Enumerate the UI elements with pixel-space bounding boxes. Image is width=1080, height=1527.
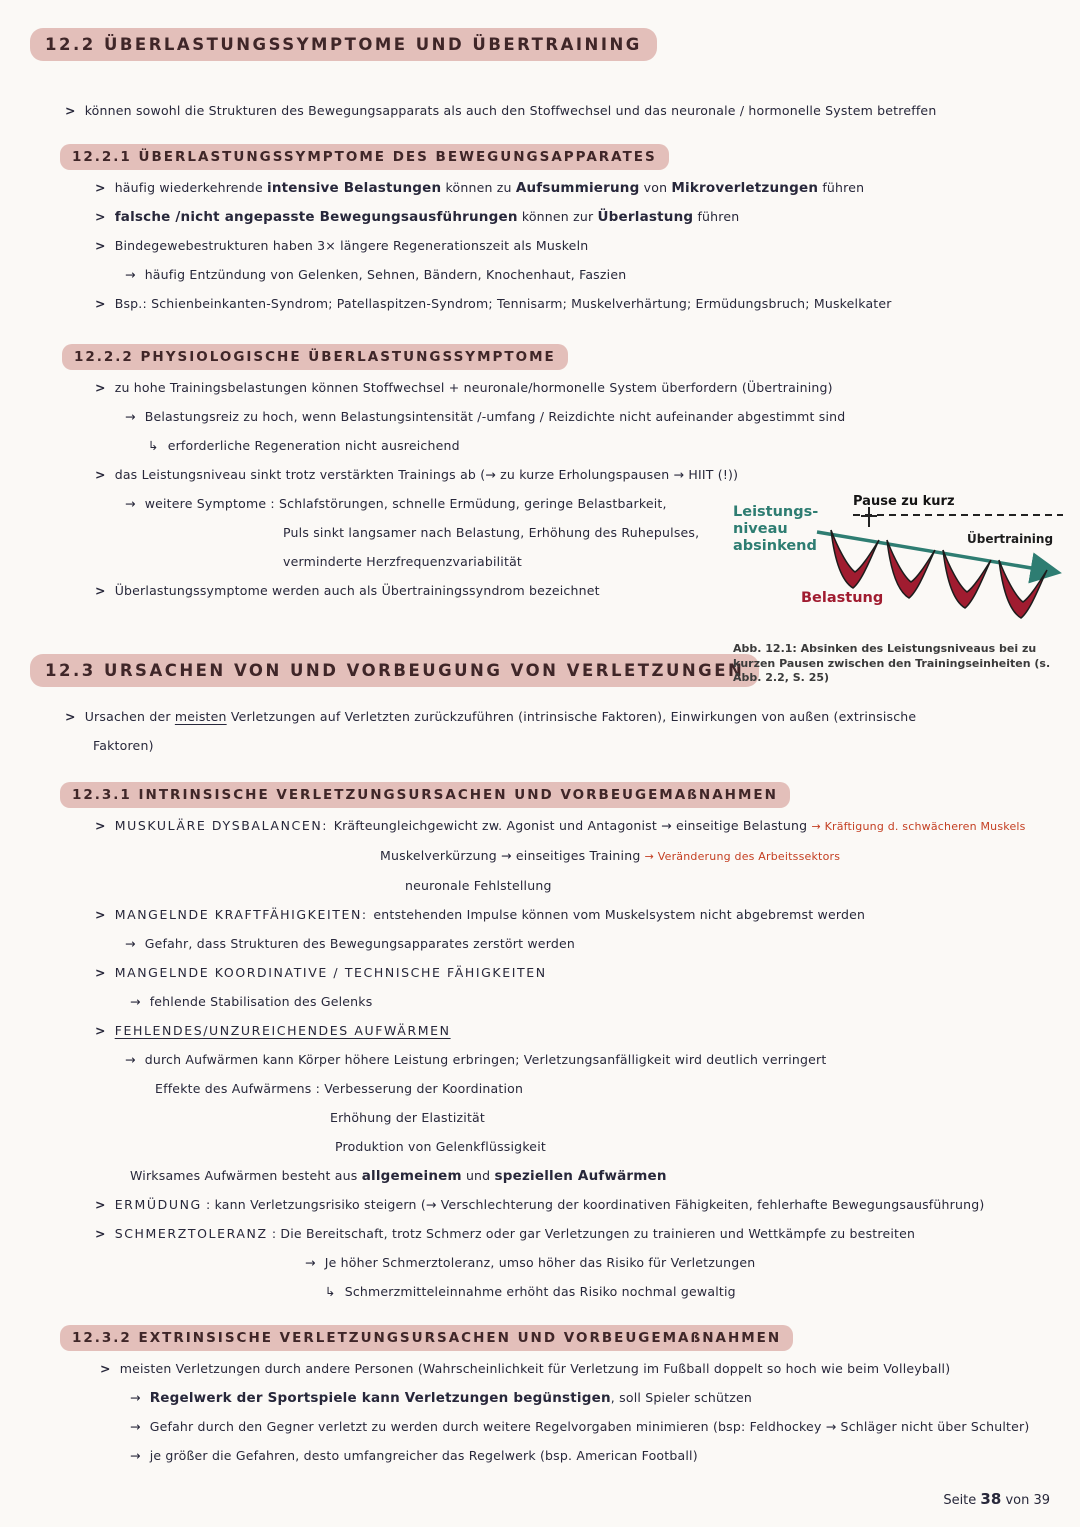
bullet-marker: → [130,994,141,1009]
note-text-segment: können sowohl die Strukturen des Bewegungsapparats als auch den Stoffwechsel und das neuronale / hormonelle System betreffen [84,103,937,118]
note-line [130,1446,1080,1466]
note-text-segment: Ursachen der [84,709,175,724]
note-text-segment: weitere Symptome : Schlafstörungen, schnelle Ermüdung, geringe Belastbarkeit, [144,496,667,511]
note-line [380,846,1080,867]
bullet-marker: > [95,296,106,311]
page-number-prefix: Seite [943,1493,977,1508]
bullet-marker: > [95,583,106,598]
bullet-marker: ↳ [148,438,159,453]
section-heading-highlight: 12.3 URSACHEN VON UND VORBEUGUNG VON VERLETZUNGEN [30,654,759,687]
bullet-marker: → [305,1255,316,1270]
bullet-marker: ↳ [325,1284,336,1299]
figure-caption: Abb. 12.1: Absinken des Leistungsniveaus bei zu kurzen Pausen zwischen den Trainingseinheiten (s. Abb. 2.2, S. 25) [733,642,1051,684]
bullet-marker: → [130,1390,141,1405]
chart-label-line: Leistungs- [733,504,819,520]
note-text-segment: Belastungsreiz zu hoch, wenn Belastungsintensität /-umfang / Reizdichte nicht aufeinander abgestimmt sind [144,409,846,424]
note-text-segment: Gefahr, dass Strukturen des Bewegungsapparates zerstört werden [144,936,575,951]
note-text-segment: MUSKULÄRE DYSBALANCEN: [114,818,334,833]
overtraining-chart [733,494,1067,636]
bullet-marker: > [95,1197,106,1212]
chart-label-line: absinkend [733,538,817,554]
note-text-segment: Mikroverletzungen [671,180,819,196]
note-text-segment: falsche /nicht angepasste Bewegungsausführungen [114,209,518,225]
note-text-segment: führen [818,180,865,195]
note-text-segment: Bindegewebestrukturen haben 3× längere Regenerationszeit als Muskeln [114,238,589,253]
note-text-segment: Produktion von Gelenkflüssigkeit [335,1139,546,1154]
note-line [95,905,1080,925]
bullet-marker: > [95,180,106,195]
note-line [325,1282,1080,1302]
bullet-marker: → [125,496,136,511]
note-text-segment: das Leistungsniveau sinkt trotz verstärkten Trainings ab (→ zu kurze Erholungspausen → HIIT (!)) [114,467,739,482]
note-text-segment: Aufsummierung [515,180,640,196]
bullet-marker: → [130,1419,141,1434]
note-text-segment: speziellen Aufwärmen [494,1168,667,1184]
note-line [125,407,1080,427]
note-line [95,378,1080,398]
note-text-segment: Muskelverkürzung → einseitiges Training [380,848,645,863]
note-text-segment: und [461,1168,495,1183]
note-text-segment: häufig Entzündung von Gelenken, Sehnen, Bändern, Knochenhaut, Faszien [144,267,627,282]
note-line [95,294,1080,314]
note-line [125,1050,1080,1070]
declining-performance-waves-graphic [733,506,1067,634]
bullet-marker: → [130,1448,141,1463]
note-text-segment: entstehenden Impulse können vom Muskelsystem nicht abgebremst werden [373,907,866,922]
note-line [130,1166,1080,1186]
note-line [93,736,1080,756]
note-line [130,1388,1080,1408]
note-text-segment: meisten Verletzungen durch andere Personen (Wahrscheinlichkeit für Verletzung im Fußball doppelt so hoch wie beim Volleyball) [119,1361,951,1376]
bullet-marker: > [95,1023,106,1038]
cross-mark-icon [861,507,877,527]
note-text-segment: je größer die Gefahren, desto umfangreicher das Regelwerk (bsp. American Football) [149,1448,698,1463]
page-number [943,1490,1050,1508]
note-text-segment: häufig wiederkehrende [114,180,268,195]
note-line [95,207,1080,227]
note-text-segment: Bsp.: Schienbeinkanten-Syndrom; Patellaspitzen-Syndrom; Tennisarm; Muskelverhärtung; Ermüdungsbruch; Muskelkater [114,296,892,311]
note-text-segment: MANGELNDE KOORDINATIVE / TECHNISCHE FÄHIGKEITEN [114,965,547,980]
chart-label-uebertraining: Übertraining [967,532,1054,546]
note-text-segment: können zu [441,180,516,195]
note-text-segment: neuronale Fehlstellung [405,878,552,893]
note-text-segment: intensive Belastungen [267,180,442,196]
note-text-segment: Verletzungen auf Verletzten zurückzuführen (intrinsische Faktoren), Einwirkungen von außen (extrinsische [226,709,917,724]
note-text-segment: verminderte Herzfrequenzvariabilität [283,554,523,569]
section-heading-highlight: 12.2.1 ÜBERLASTUNGSSYMPTOME DES BEWEGUNGSAPPARATES [60,144,669,170]
bullet-marker: > [95,380,106,395]
notes-content [0,28,1080,1475]
note-line [65,101,1080,121]
bullet-marker: → [125,409,136,424]
note-line [100,1359,1080,1379]
section-heading [60,144,1080,170]
note-line [95,1021,1080,1041]
note-text-segment: SCHMERZTOLERANZ [114,1226,268,1241]
chart-label-line: niveau [733,521,788,537]
section-heading [62,344,1080,370]
note-text-segment: Faktoren) [93,738,154,753]
chart-label-belastung: Belastung [801,590,884,606]
note-text-segment: allgemeinem [361,1168,462,1184]
note-text-segment: erforderliche Regeneration nicht ausreichend [167,438,460,453]
section-heading [60,782,1080,808]
bullet-marker: > [95,818,106,833]
section-heading-highlight: 12.2.2 PHYSIOLOGISCHE ÜBERLASTUNGSSYMPTOME [62,344,568,370]
note-text-segment: Überlastung [597,209,694,225]
note-line [95,963,1080,983]
note-line [305,1253,1080,1273]
note-line [95,236,1080,256]
note-line [155,1079,1080,1099]
note-line [95,816,1080,837]
note-text-segment: , soll Spieler schützen [610,1390,753,1405]
note-text-segment: führen [693,209,740,224]
note-text-segment: Je höher Schmerztoleranz, umso höher das Risiko für Verletzungen [324,1255,756,1270]
page-number-suffix: von 39 [1005,1493,1050,1508]
note-line [335,1137,1080,1157]
bullet-marker: → [125,1052,136,1067]
bullet-marker: > [95,238,106,253]
note-text-segment: Erhöhung der Elastizität [330,1110,486,1125]
note-text-segment: : kann Verletzungsrisiko steigern (→ Verschlechterung der koordinativen Fähigkeiten, fehlerhafte Bewegungsausführung) [201,1197,985,1212]
note-text-segment: zu hohe Trainingsbelastungen können Stoffwechsel + neuronale/hormonelle System überfordern (Übertraining) [114,380,833,395]
section-heading [30,28,1080,61]
note-text-segment: → Veränderung des Arbeitssektors [644,850,841,863]
chart-label-pause-zu-kurz: Pause zu kurz [853,494,955,509]
section-heading-highlight: 12.3.2 EXTRINSISCHE VERLETZUNGSURSACHEN UND VORBEUGEMAßNAHMEN [60,1325,793,1351]
bullet-marker: → [125,936,136,951]
note-text-segment: fehlende Stabilisation des Gelenks [149,994,373,1009]
note-text-segment: ERMÜDUNG [114,1197,202,1212]
note-text-segment: Kräfteungleichgewicht zw. Agonist und Antagonist → einseitige Belastung [333,818,812,833]
note-text-segment: Effekte des Aufwärmens : Verbesserung der Koordination [155,1081,524,1096]
note-line [125,265,1080,285]
note-line [65,707,1080,727]
note-text-segment: Puls sinkt langsamer nach Belastung, Erhöhung des Ruhepulses, [283,525,700,540]
note-line [95,1195,1080,1215]
section-heading [60,1325,1080,1351]
note-text-segment: Überlastungssymptome werden auch als Übertrainingssyndrom bezeichnet [114,583,600,598]
declining-trend-arrow [817,532,1055,572]
note-text-segment: → Kräftigung d. schwächeren Muskels [811,820,1026,833]
note-text-segment: Regelwerk der Sportspiele kann Verletzungen begünstigen [149,1390,611,1406]
bullet-marker: > [100,1361,111,1376]
note-line [95,1224,1080,1244]
section-heading-highlight: 12.3.1 INTRINSISCHE VERLETZUNGSURSACHEN UND VORBEUGEMAßNAHMEN [60,782,790,808]
bullet-marker: > [65,709,76,724]
note-text-segment: Schmerzmitteleinnahme erhöht das Risiko nochmal gewaltig [344,1284,736,1299]
bullet-marker: > [95,965,106,980]
note-text-segment: Wirksames Aufwärmen besteht aus [130,1168,362,1183]
note-line [130,1417,1080,1437]
note-text-segment: : Die Bereitschaft, trotz Schmerz oder gar Verletzungen zu trainieren und Wettkämpfe zu bestreiten [267,1226,916,1241]
note-line [405,876,1080,896]
note-line [95,178,1080,198]
bullet-marker: > [65,103,76,118]
note-text-segment: meisten [174,709,227,724]
note-line [125,934,1080,954]
note-text-segment: MANGELNDE KRAFTFÄHIGKEITEN: [114,907,374,922]
figure-abb-12-1 [733,494,1067,686]
note-text-segment: FEHLENDES/UNZUREICHENDES AUFWÄRMEN [114,1023,451,1038]
note-line [148,436,1080,456]
note-text-segment: von [639,180,672,195]
bullet-marker: > [95,209,106,224]
note-text-segment: Gefahr durch den Gegner verletzt zu werden durch weitere Regelvorgaben minimieren (bsp: Feldhockey → Schläger nicht über Schulter) [149,1419,1030,1434]
page-number-value: 38 [980,1490,1002,1508]
section-heading-highlight: 12.2 ÜBERLASTUNGSSYMPTOME UND ÜBERTRAINING [30,28,657,61]
note-text-segment: durch Aufwärmen kann Körper höhere Leistung erbringen; Verletzungsanfälligkeit wird deutlich verringert [144,1052,827,1067]
note-text-segment: können zur [517,209,598,224]
bullet-marker: > [95,467,106,482]
bullet-marker: → [125,267,136,282]
bullet-marker: > [95,907,106,922]
note-line [130,992,1080,1012]
bullet-marker: > [95,1226,106,1241]
note-line [95,465,1080,485]
note-line [330,1108,1080,1128]
